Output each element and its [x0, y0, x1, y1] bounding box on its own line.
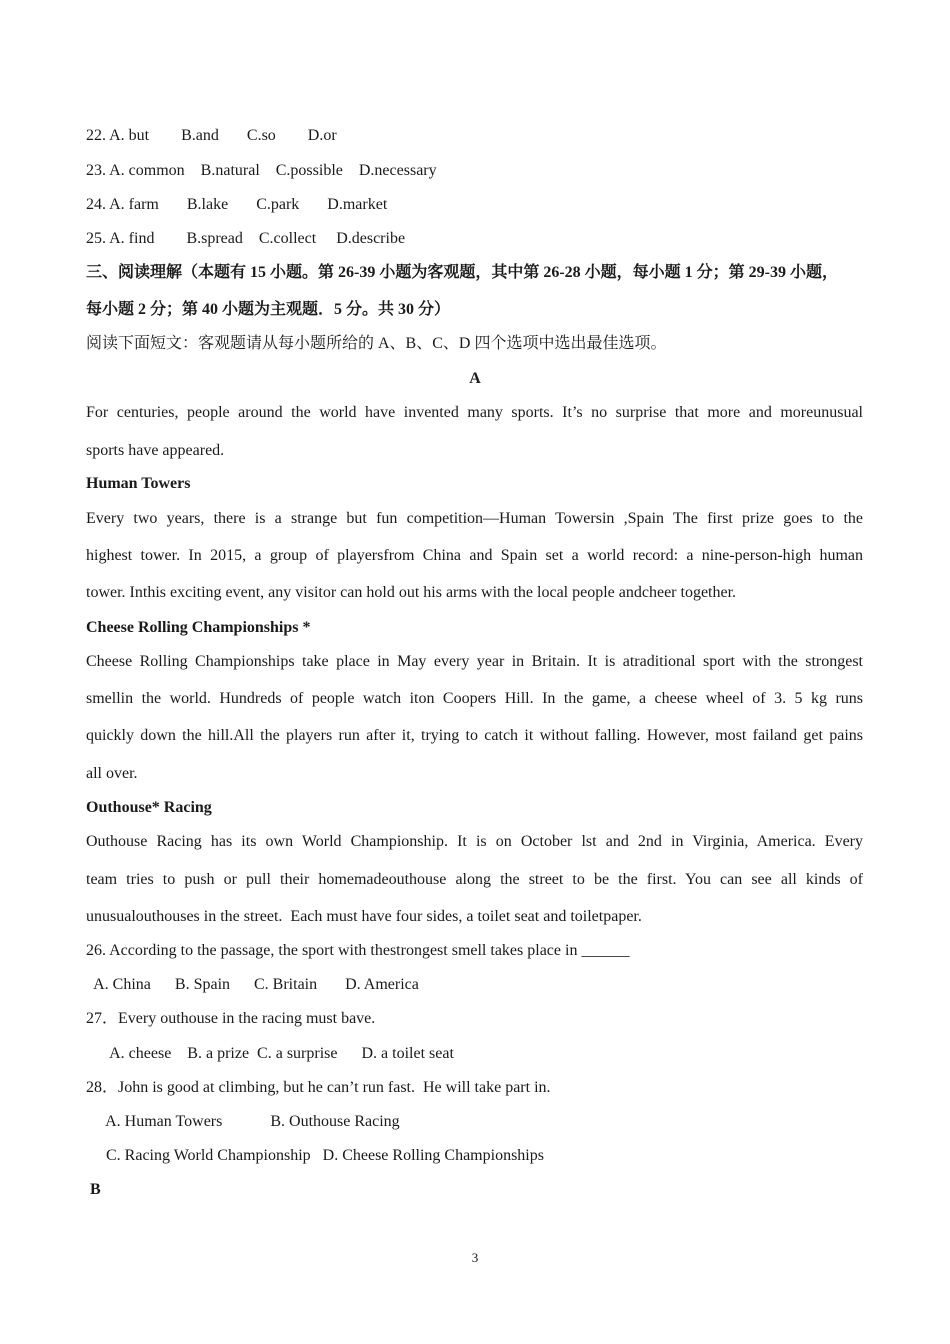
cheese-rolling-line-1: Cheese Rolling Championships take place in May every year in Britain. It is atraditional sport with the strongest — [86, 653, 863, 670]
page-number: 3 — [471, 1250, 479, 1265]
cheese-rolling-line-3: quickly down the hill.All the players run after it, trying to catch it without falling. However, most failand get pains — [86, 727, 863, 744]
option-line-22: 22. A. but B.and C.so D.or — [86, 127, 337, 144]
cheese-rolling-line-2: smellin the world. Hundreds of people watch iton Coopers Hill. In the game, a cheese wheel of 3. 5 kg runs — [86, 690, 863, 707]
passage-label-b: B — [90, 1181, 101, 1198]
human-towers-line-2: highest tower. In 2015, a group of playersfrom China and Spain set a world record: a nine-person-high human — [86, 547, 863, 564]
option-line-24: 24. A. farm B.lake C.park D.market — [86, 196, 388, 213]
outhouse-racing-line-1: Outhouse Racing has its own World Championship. It is on October lst and 2nd in Virginia, America. Every — [86, 833, 863, 850]
cheese-rolling-line-4: all over. — [86, 765, 138, 782]
intro-paragraph-line-2: sports have appeared. — [86, 442, 225, 459]
question-26: 26. According to the passage, the sport with thestrongest smell takes place in ______ — [86, 942, 630, 959]
question-27: 27．Every outhouse in the racing must bave. — [86, 1010, 376, 1027]
question-28: 28．John is good at climbing, but he can’t run fast. He will take part in. — [86, 1079, 551, 1096]
passage-label-a: A — [469, 370, 481, 387]
section-heading-line-1: 三、阅读理解（本题有 15 小题。第 26-39 小题为客观题，其中第 26-28 小题，每小题 1 分；第 29-39 小题， — [86, 264, 838, 281]
reading-instruction: 阅读下面短文：客观题请从每小题所给的 A、B、C、D 四个选项中选出最佳选项。 — [86, 335, 667, 352]
question-27-options: A. cheese B. a prize C. a surprise D. a toilet seat — [86, 1045, 454, 1062]
outhouse-racing-line-2: team tries to push or pull their homemadeouthouse along the street to be the first. You can see all kinds of — [86, 871, 863, 888]
option-line-25: 25. A. find B.spread C.collect D.describe — [86, 230, 406, 247]
option-line-23: 23. A. common B.natural C.possible D.necessary — [86, 162, 437, 179]
intro-paragraph-line-1: For centuries, people around the world have invented many sports. It’s no surprise that more and moreunusual — [86, 404, 863, 421]
human-towers-line-3: tower. Inthis exciting event, any visitor can hold out his arms with the local people andcheer together. — [86, 584, 737, 601]
subheading-human-towers: Human Towers — [86, 475, 191, 492]
subheading-outhouse-racing: Outhouse* Racing — [86, 799, 212, 816]
question-28-options-2: C. Racing World Championship D. Cheese Rolling Championships — [86, 1147, 544, 1164]
outhouse-racing-line-3: unusualouthouses in the street. Each must have four sides, a toilet seat and toiletpaper. — [86, 908, 642, 925]
subheading-cheese-rolling: Cheese Rolling Championships * — [86, 619, 311, 636]
section-heading-line-2: 每小题 2 分；第 40 小题为主观题．5 分。共 30 分） — [86, 301, 451, 318]
question-28-options-1: A. Human Towers B. Outhouse Racing — [86, 1113, 400, 1130]
question-26-options: A. China B. Spain C. Britain D. America — [86, 976, 419, 993]
human-towers-line-1: Every two years, there is a strange but fun competition—Human Towersin ,Spain The first prize goes to the — [86, 510, 863, 527]
